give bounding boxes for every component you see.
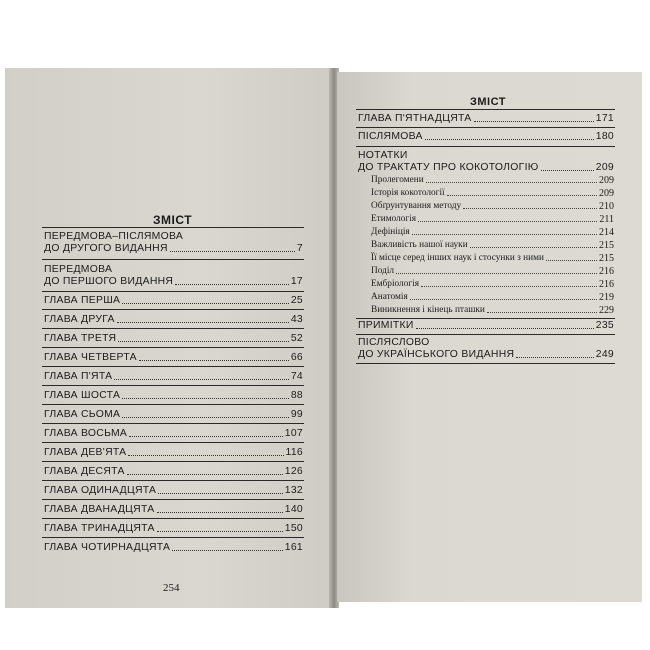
entry-rule (356, 127, 615, 128)
toc-page-number: 209 (599, 188, 614, 199)
toc-entry-label: ГЛАВА ЧОТИРНАДЦЯТА (44, 542, 171, 553)
toc-page-number: 25 (290, 295, 303, 306)
entry-rule (42, 366, 304, 367)
dot-leader (447, 195, 597, 196)
toc-subentry (371, 201, 614, 212)
entry-rule (42, 404, 304, 405)
dot-leader (122, 398, 289, 399)
toc-page-number: 209 (595, 162, 614, 173)
toc-page-number: 235 (595, 320, 614, 331)
dot-leader (170, 251, 295, 252)
toc-subentry (371, 240, 614, 251)
entry-rule (42, 291, 304, 292)
toc-page-number: 116 (285, 447, 303, 458)
dot-leader (172, 550, 282, 551)
toc-page-number: 107 (284, 428, 303, 439)
toc-entry-chapter-4 (44, 352, 303, 364)
toc-subentry (371, 227, 614, 238)
toc-entry-remarks (358, 320, 614, 332)
heading-rule (42, 227, 304, 228)
toc-subentry (371, 266, 614, 277)
toc-subentry (371, 188, 614, 199)
toc-subentry-label: Ембріологія (371, 279, 420, 289)
toc-entry-label: ПІСЛЯМОВА (358, 131, 423, 142)
toc-page-number: 214 (599, 227, 614, 238)
toc-page-number: 211 (599, 214, 614, 225)
toc-entry-line-1: ПІСЛЯСЛОВО (358, 337, 430, 348)
toc-entry-label: ГЛАВА ЧЕТВЕРТА (44, 352, 137, 363)
toc-entry-line-2: ДО ДРУГОГО ВИДАННЯ (44, 243, 168, 254)
toc-entry-chapter-10 (44, 466, 303, 478)
toc-page-number: 126 (284, 466, 303, 477)
toc-entry-chapter-6 (44, 390, 303, 402)
entry-rule (42, 480, 304, 481)
entry-rule (42, 328, 304, 329)
toc-subentry-label: Дефініція (371, 227, 410, 237)
dot-leader (175, 284, 289, 285)
dot-leader (412, 234, 597, 235)
toc-subentry-label: Важливість нашої науки (371, 240, 468, 250)
toc-page-number: 52 (290, 333, 303, 344)
toc-entry-label: ГЛАВА П'ЯТНАДЦЯТА (358, 113, 472, 124)
toc-subentry-label: Історія кокотології (371, 188, 445, 198)
toc-entry-label: ПРИМІТКИ (358, 320, 414, 331)
dot-leader (129, 436, 283, 437)
dot-leader (157, 531, 283, 532)
entry-rule (42, 461, 304, 462)
toc-page-number: 99 (290, 409, 303, 420)
entry-rule (42, 537, 304, 538)
toc-entry-chapter-3 (44, 333, 303, 345)
dot-leader (396, 273, 597, 274)
dot-leader (425, 139, 594, 140)
entry-rule (356, 334, 615, 335)
dot-leader (157, 512, 283, 513)
toc-page-number: 210 (599, 201, 614, 212)
toc-entry-line-1: ПЕРЕДМОВА–ПІСЛЯМОВА (44, 231, 184, 242)
toc-entry-afterword (358, 131, 614, 143)
dot-leader (418, 221, 597, 222)
dot-leader (487, 312, 597, 313)
toc-entry-label: ГЛАВА ТРЕТЯ (44, 333, 117, 344)
left-page-heading: ЗМІСТ (153, 213, 193, 227)
toc-page-number: 17 (290, 276, 303, 287)
left-page-number: 254 (163, 582, 180, 594)
dot-leader (122, 417, 289, 418)
toc-subentry (371, 253, 614, 264)
toc-page-number: 180 (595, 131, 614, 142)
dot-leader (516, 357, 593, 358)
toc-entry-label: ГЛАВА ПЕРША (44, 295, 121, 306)
dot-leader (118, 341, 289, 342)
dot-leader (426, 182, 597, 183)
toc-entry-label: ГЛАВА ДЕВ'ЯТА (44, 447, 127, 458)
toc-page-number: 215 (599, 240, 614, 251)
dot-leader (463, 208, 597, 209)
toc-entry-chapter-13 (44, 523, 303, 535)
toc-entry-ukrainian-afterword (358, 337, 614, 361)
toc-entry-label: ГЛАВА ТРИНАДЦЯТА (44, 523, 155, 534)
toc-entry-foreword-second-edition (44, 231, 303, 255)
toc-page-number: 219 (599, 292, 614, 303)
dot-leader (474, 121, 594, 122)
toc-entry-chapter-7 (44, 409, 303, 421)
toc-entry-line-1: НОТАТКИ (358, 150, 408, 161)
toc-entry-label: ГЛАВА СЬОМА (44, 409, 121, 420)
toc-entry-line-2: ДО ПЕРШОГО ВИДАННЯ (44, 276, 174, 287)
toc-entry-label: ГЛАВА ОДИНАДЦЯТА (44, 485, 157, 496)
toc-page-number: 7 (296, 243, 303, 254)
entry-rule (42, 518, 304, 519)
toc-entry-label: ГЛАВА ДРУГА (44, 314, 115, 325)
toc-entry-chapter-12 (44, 504, 303, 516)
dot-leader (117, 322, 289, 323)
toc-entry-chapter-1 (44, 295, 303, 307)
toc-entry-line-2: ДО ТРАКТАТУ ПРО КОКОТОЛОГІЮ (358, 162, 539, 173)
toc-subentry-label: Обґрунтування методу (371, 201, 462, 211)
dot-leader (470, 247, 597, 248)
dot-leader (416, 328, 594, 329)
toc-entry-chapter-11 (44, 485, 303, 497)
toc-page-number: 229 (599, 305, 614, 316)
toc-subentry (371, 175, 614, 186)
entry-rule (42, 442, 304, 443)
toc-entry-line-1: ПЕРЕДМОВА (44, 264, 113, 275)
toc-page-number: 88 (290, 390, 303, 401)
toc-page-number: 171 (595, 113, 614, 124)
toc-subentry-label: Етимологія (371, 214, 417, 224)
dot-leader (128, 455, 283, 456)
dot-leader (122, 303, 289, 304)
toc-page-number: 215 (599, 253, 614, 264)
toc-page-number: 150 (284, 523, 303, 534)
toc-entry-chapter-5 (44, 371, 303, 383)
toc-subentry-label: Її місце серед інших наук і стосунки з ними (371, 253, 544, 263)
entry-rule (42, 347, 304, 348)
toc-page-number: 132 (284, 485, 303, 496)
dot-leader (541, 170, 594, 171)
toc-subentry (371, 305, 614, 316)
heading-rule (356, 109, 615, 110)
dot-leader (114, 379, 288, 380)
toc-page-number: 216 (599, 266, 614, 277)
toc-entry-chapter-14 (44, 542, 303, 554)
toc-entry-label: ГЛАВА П'ЯТА (44, 371, 113, 382)
dot-leader (127, 474, 283, 475)
entry-rule (356, 146, 615, 147)
dot-leader (410, 299, 597, 300)
toc-page-number: 74 (290, 371, 303, 382)
entry-rule (42, 423, 304, 424)
dot-leader (421, 286, 597, 287)
toc-entry-label: ГЛАВА ШОСТА (44, 390, 121, 401)
toc-entry-notes (358, 150, 614, 174)
toc-page-number: 216 (599, 279, 614, 290)
toc-subentry-label: Анатомія (371, 292, 408, 302)
toc-entry-label: ГЛАВА ДВАНАДЦЯТА (44, 504, 155, 515)
entry-rule (42, 259, 304, 260)
toc-page-number: 209 (599, 175, 614, 186)
entry-rule (356, 363, 615, 364)
toc-entry-chapter-9 (44, 447, 303, 459)
entry-rule (42, 385, 304, 386)
entry-rule (42, 309, 304, 310)
toc-page-number: 140 (284, 504, 303, 515)
right-page-heading: ЗМІСТ (470, 96, 506, 108)
dot-leader (158, 493, 282, 494)
toc-entry-label: ГЛАВА ВОСЬМА (44, 428, 128, 439)
toc-subentry (371, 214, 614, 225)
toc-page-number: 161 (284, 542, 303, 553)
dot-leader (546, 260, 597, 261)
entry-rule (356, 318, 615, 319)
entry-rule (42, 499, 304, 500)
toc-subentry-label: Виникнення і кінець пташки (371, 305, 485, 315)
toc-subentry (371, 292, 614, 303)
toc-subentry-label: Поділ (371, 266, 395, 276)
dot-leader (139, 360, 289, 361)
toc-page-number: 66 (290, 352, 303, 363)
toc-entry-line-2: ДО УКРАЇНСЬКОГО ВИДАННЯ (358, 349, 515, 360)
toc-subentry (371, 279, 614, 290)
toc-page-number: 43 (290, 314, 303, 325)
toc-entry-chapter-2 (44, 314, 303, 326)
toc-subentry-label: Пролегомени (371, 175, 424, 185)
toc-entry-foreword-first-edition (44, 264, 303, 288)
toc-entry-chapter-15 (358, 113, 614, 125)
toc-page-number: 249 (595, 349, 614, 360)
toc-entry-label: ГЛАВА ДЕСЯТА (44, 466, 125, 477)
toc-entry-chapter-8 (44, 428, 303, 440)
